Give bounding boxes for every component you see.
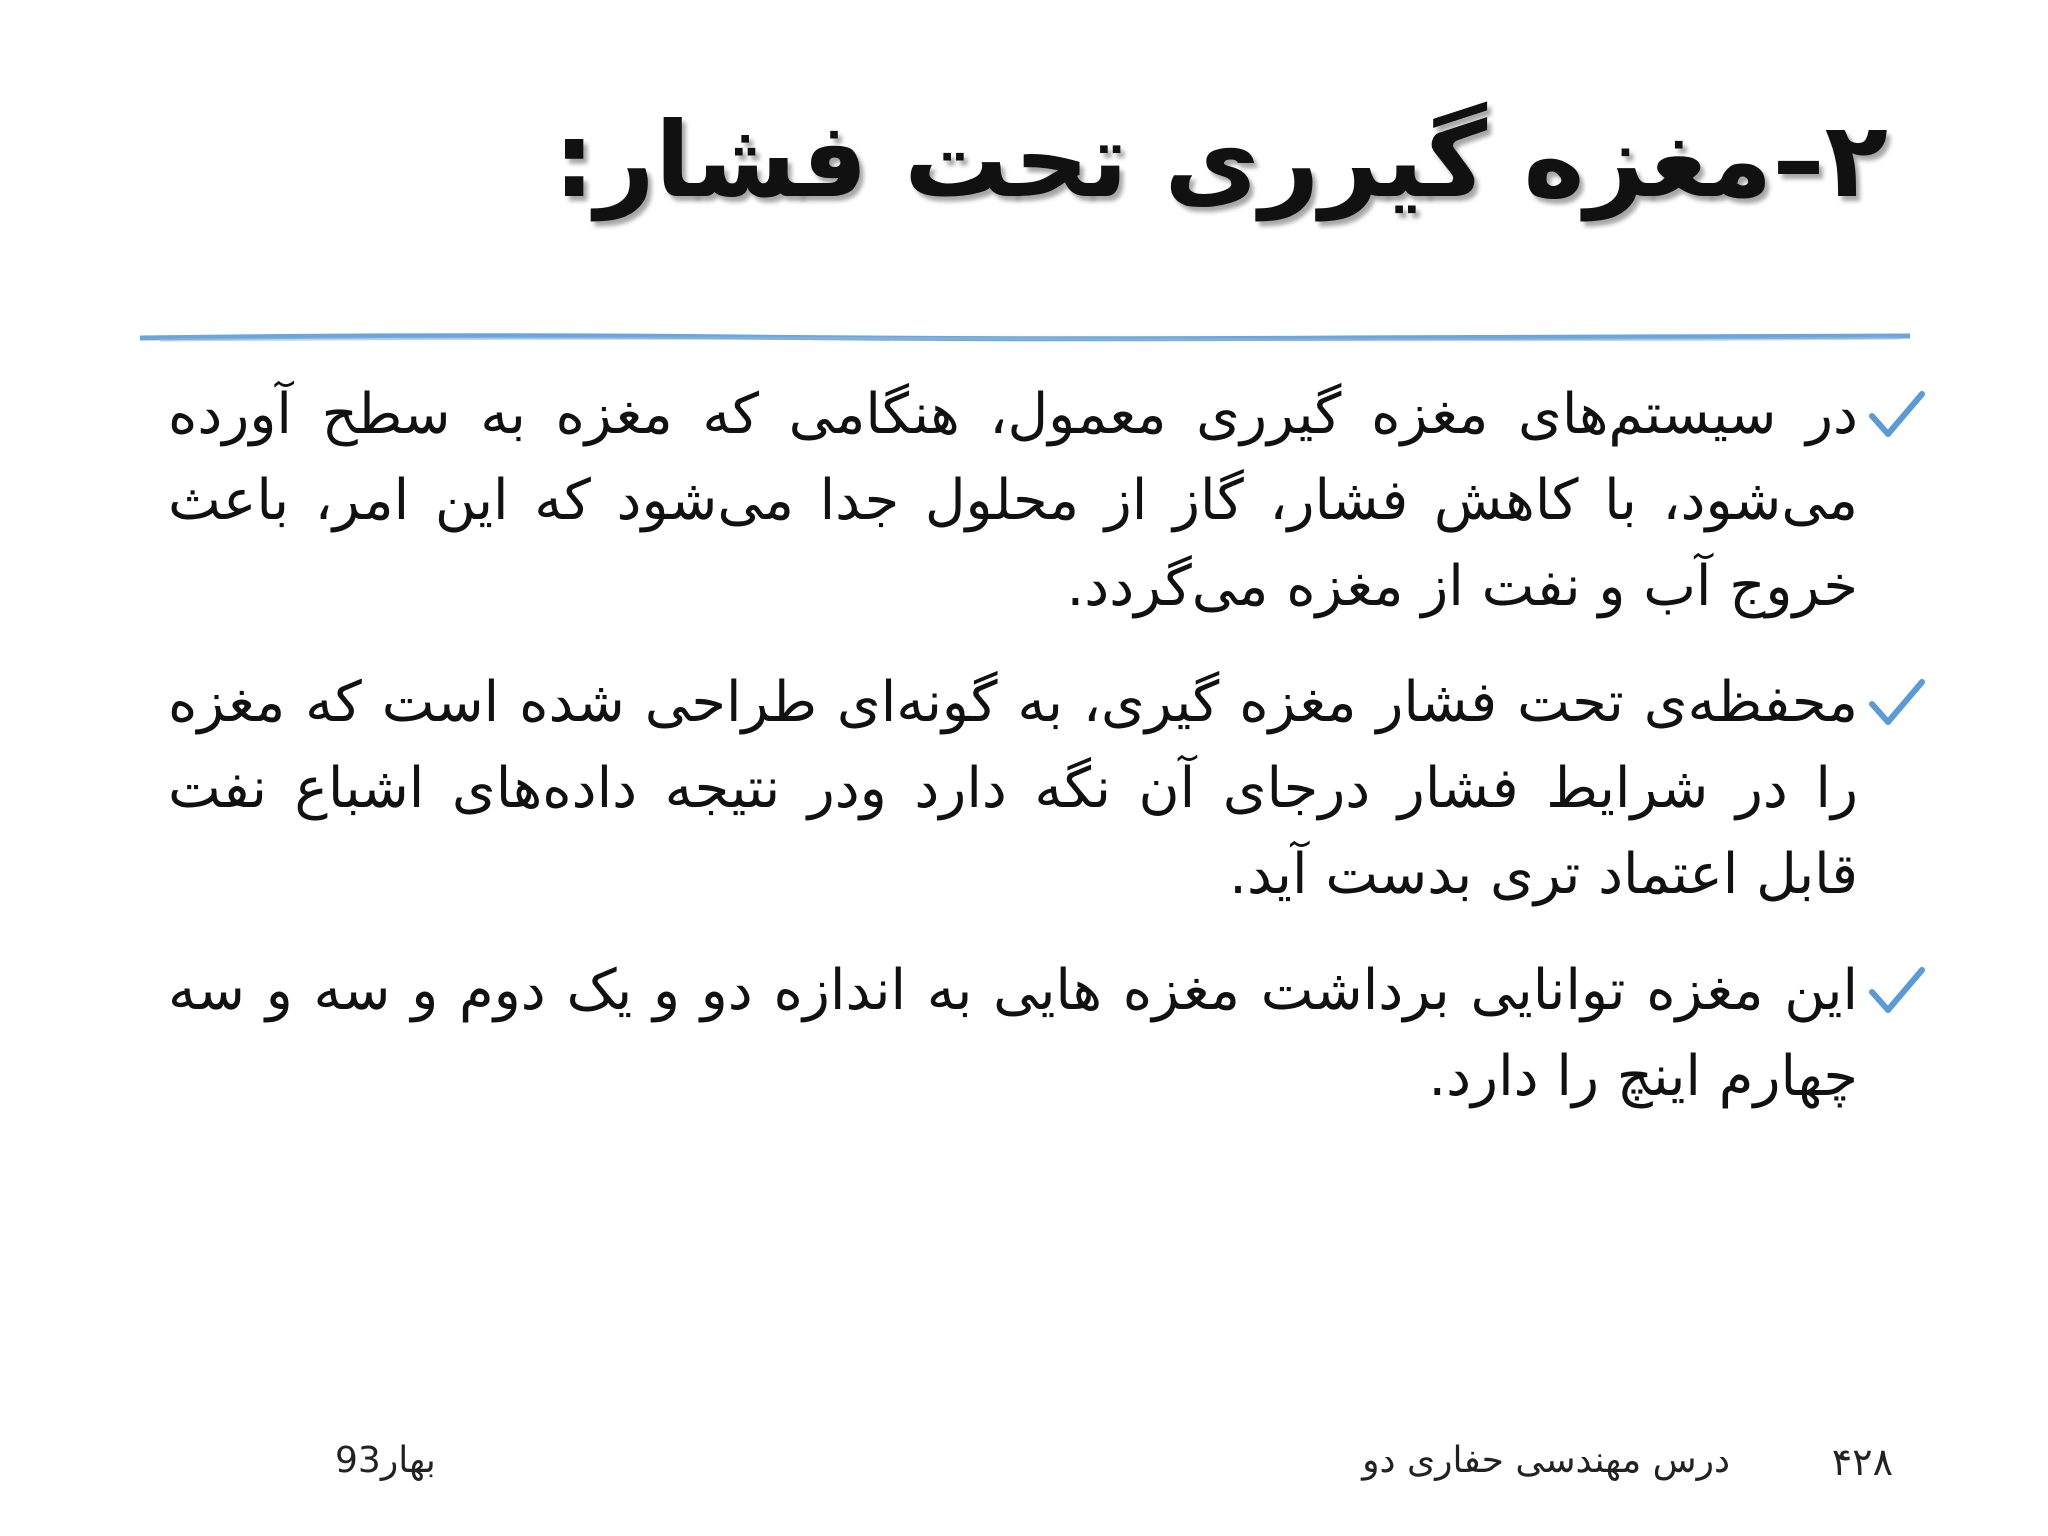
bullet-item [168, 660, 1928, 918]
bullet-item [168, 372, 1928, 630]
slide-title: ۲–مغزه گیرری تحت فشار: [553, 99, 1888, 221]
bullet-list [168, 372, 1928, 1150]
checkmark-icon [1866, 962, 1928, 1024]
checkmark-icon [1866, 674, 1928, 736]
bullet-item [168, 948, 1928, 1120]
title-divider [140, 330, 1910, 346]
bullet-text: محفظه‌ی تحت فشار مغزه گیری، به گونه‌ای طراحی شده است که مغزه را در شرایط فشار درجای آن نگه دارد ودر نتیجه داده‌های اشباع نفت قابل اعتماد تری بدست آید. [168, 670, 1858, 907]
checkmark-icon [1866, 386, 1928, 448]
page-number: ۴۲۸ [1831, 1440, 1893, 1484]
semester-label: بهار93 [335, 1440, 436, 1481]
bullet-text: در سیستم‌های مغزه گیرری معمول، هنگامی که مغزه به سطح آورده می‌شود، با کاهش فشار، گاز از محلول جدا می‌شود که این امر، باعث خروج آب و نفت از مغزه می‌گردد. [168, 382, 1858, 619]
course-name: درس مهندسی حفاری دو [1362, 1440, 1730, 1481]
bullet-text: این مغزه توانایی برداشت مغزه هایی به اندازه دو و یک دوم و سه و سه چهارم اینچ را دارد. [168, 958, 1858, 1109]
